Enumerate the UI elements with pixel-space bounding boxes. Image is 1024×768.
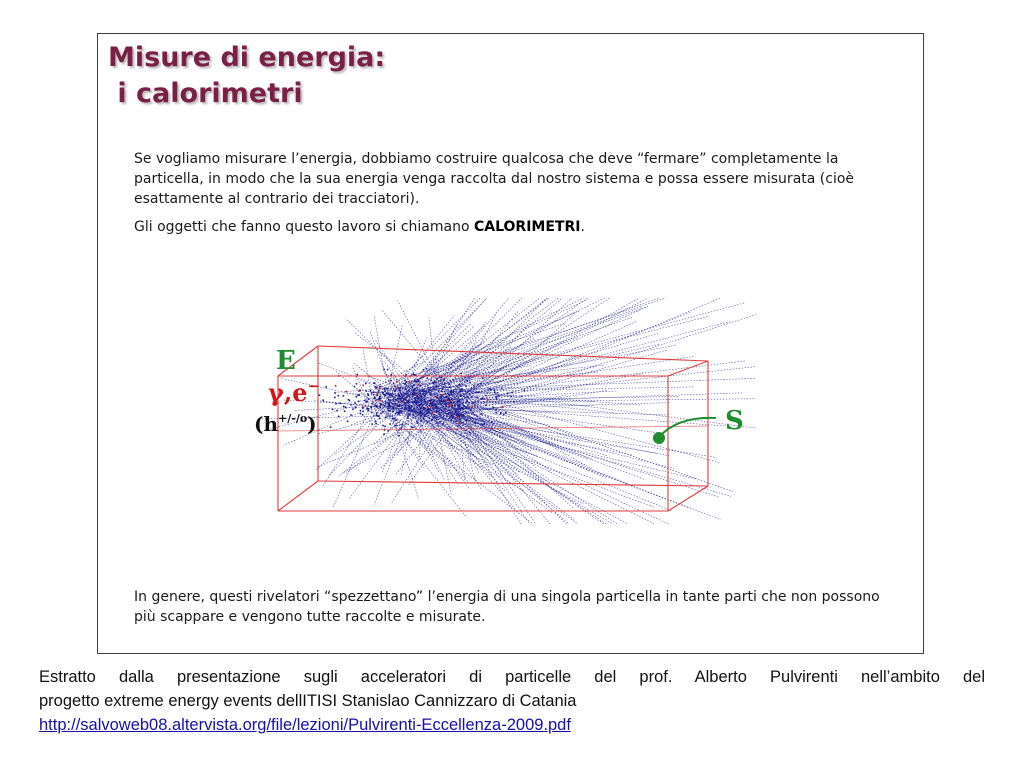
particle-shower-tracks	[257, 298, 756, 524]
calorimeter-shower-figure	[248, 296, 758, 526]
electron-charge: −	[307, 377, 321, 395]
source-link[interactable]: http://salvoweb08.altervista.org/file/lezioni/Pulvirenti-Eccellenza-2009.pdf	[39, 716, 571, 734]
title-line-1: Misure di energia:	[108, 42, 386, 73]
calorimeter-paragraph-suffix: .	[580, 219, 585, 235]
hadron-label	[254, 412, 317, 436]
caption-line-1: Estratto dalla presentazione sugli acceleratori di particelle del prof. Alberto Pulvirenti nell’ambito del	[39, 668, 985, 686]
hadron-close: )	[307, 412, 317, 436]
source-caption	[39, 665, 985, 737]
shower-illustration	[248, 296, 758, 526]
summary-paragraph: In genere, questi rivelatori “spezzettano” l’energia di una singola particella in tante parti che non possono più scappare e vengono tutte raccolte e misurate.	[134, 589, 880, 625]
calorimeter-paragraph	[134, 217, 894, 237]
slide-frame	[97, 33, 924, 654]
measurement-point	[653, 432, 665, 444]
gamma-electron-text: γ,e	[268, 378, 308, 407]
slide-title	[108, 40, 385, 112]
title-line-2: i calorimetri	[108, 78, 303, 109]
surface-label: S	[725, 406, 744, 436]
surface-path	[653, 418, 716, 444]
gamma-electron-label	[268, 377, 320, 407]
hadron-charge: +/-/o	[278, 412, 308, 425]
intro-paragraph: Se vogliamo misurare l’energia, dobbiamo costruire qualcosa che deve “fermare” completamente la particella, in modo che la sua energia venga raccolta dal nostro sistema e possa essere misurata (cioè esattamente al contrario dei tracciatori).	[134, 151, 855, 207]
calorimeter-paragraph-prefix: Gli oggetti che fanno questo lavoro si chiamano	[134, 219, 474, 235]
hadron-open: (h	[254, 412, 279, 436]
energy-label: E	[276, 346, 296, 376]
calorimetri-term: CALORIMETRI	[474, 219, 581, 235]
caption-line-2: progetto extreme energy events dellITISI Stanislao Cannizzaro di Catania	[39, 692, 577, 710]
